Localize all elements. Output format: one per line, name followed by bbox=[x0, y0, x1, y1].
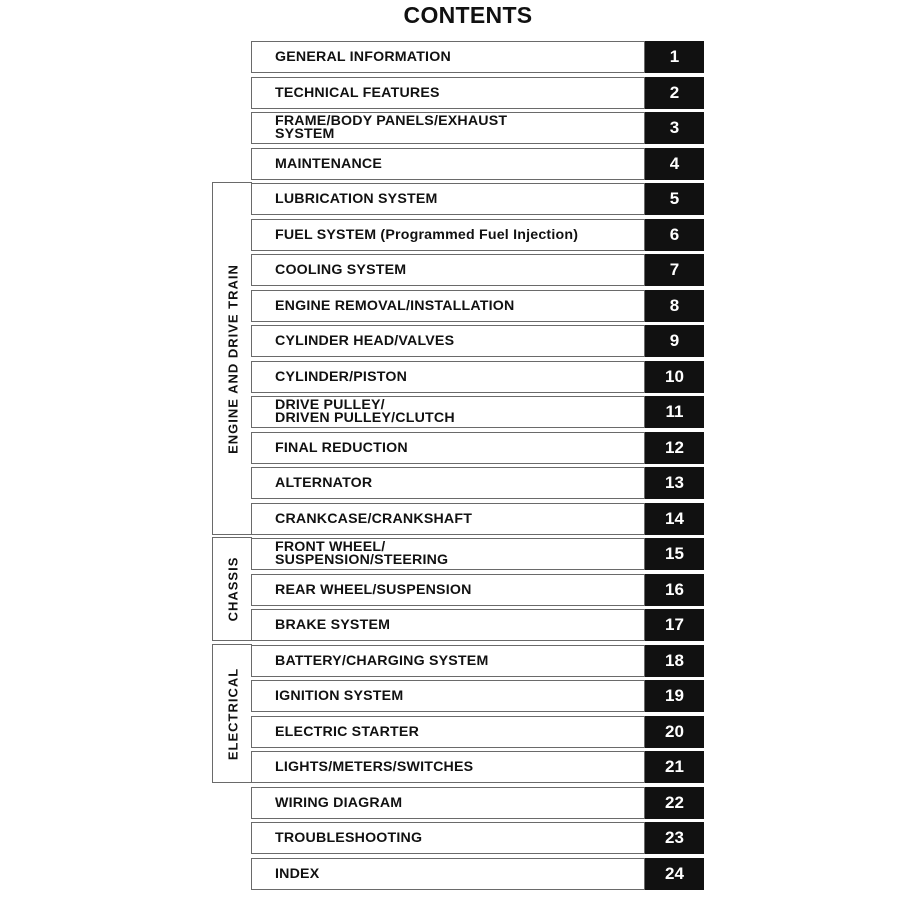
toc-row[interactable] bbox=[251, 716, 704, 748]
section-label-box[interactable] bbox=[251, 254, 645, 286]
toc-row[interactable] bbox=[251, 858, 704, 890]
section-title: TECHNICAL FEATURES bbox=[275, 84, 440, 101]
toc-row[interactable] bbox=[251, 787, 704, 819]
section-title: LUBRICATION SYSTEM bbox=[275, 190, 438, 207]
section-title: ELECTRIC STARTER bbox=[275, 723, 420, 740]
section-title: REAR WHEEL/SUSPENSION bbox=[275, 581, 472, 598]
section-number-tab[interactable]: 13 bbox=[645, 467, 704, 499]
section-title: BRAKE SYSTEM bbox=[275, 616, 391, 633]
section-number-tab[interactable]: 3 bbox=[645, 112, 704, 144]
toc-row[interactable] bbox=[251, 325, 704, 357]
section-title: MAINTENANCE bbox=[275, 155, 383, 172]
toc-row[interactable] bbox=[251, 41, 704, 73]
section-number-tab[interactable]: 23 bbox=[645, 822, 704, 854]
toc-row[interactable] bbox=[251, 645, 704, 677]
section-label-box[interactable] bbox=[251, 787, 645, 819]
section-number-tab[interactable]: 12 bbox=[645, 432, 704, 464]
group-label-chassis: CHASSIS bbox=[225, 556, 240, 622]
toc-row[interactable] bbox=[251, 503, 704, 535]
toc-row[interactable] bbox=[251, 538, 704, 570]
section-label-box[interactable] bbox=[251, 858, 645, 890]
group-electrical bbox=[212, 644, 252, 783]
toc-row[interactable] bbox=[251, 609, 704, 641]
section-label-box[interactable] bbox=[251, 503, 645, 535]
section-title: IGNITION SYSTEM bbox=[275, 687, 404, 704]
section-number-tab[interactable]: 5 bbox=[645, 183, 704, 215]
section-title: BATTERY/CHARGING SYSTEM bbox=[275, 652, 489, 669]
toc-row[interactable] bbox=[251, 751, 704, 783]
section-label-box[interactable] bbox=[251, 183, 645, 215]
section-label-box[interactable] bbox=[251, 290, 645, 322]
toc-row[interactable] bbox=[251, 112, 704, 144]
toc-row[interactable] bbox=[251, 77, 704, 109]
section-title: INDEX bbox=[275, 865, 320, 882]
section-label-box[interactable] bbox=[251, 538, 645, 570]
section-number-tab[interactable]: 18 bbox=[645, 645, 704, 677]
section-number-tab[interactable]: 6 bbox=[645, 219, 704, 251]
section-title: WIRING DIAGRAM bbox=[275, 794, 403, 811]
section-label-box[interactable] bbox=[251, 325, 645, 357]
section-label-box[interactable] bbox=[251, 751, 645, 783]
section-number-tab[interactable]: 19 bbox=[645, 680, 704, 712]
section-label-box[interactable] bbox=[251, 41, 645, 73]
section-number-tab[interactable]: 15 bbox=[645, 538, 704, 570]
group-chassis bbox=[212, 537, 252, 641]
group-engine-and-drive-train bbox=[212, 182, 252, 535]
toc-row[interactable] bbox=[251, 467, 704, 499]
toc-row[interactable] bbox=[251, 290, 704, 322]
section-title: ALTERNATOR bbox=[275, 474, 373, 491]
section-label-box[interactable] bbox=[251, 645, 645, 677]
section-title: DRIVE PULLEY/ DRIVEN PULLEY/CLUTCH bbox=[275, 397, 455, 426]
toc-row[interactable] bbox=[251, 680, 704, 712]
section-label-box[interactable] bbox=[251, 361, 645, 393]
section-number-tab[interactable]: 22 bbox=[645, 787, 704, 819]
section-title: FRONT WHEEL/ SUSPENSION/STEERING bbox=[275, 539, 449, 568]
section-label-box[interactable] bbox=[251, 609, 645, 641]
section-label-box[interactable] bbox=[251, 112, 645, 144]
toc-row[interactable] bbox=[251, 361, 704, 393]
toc-row[interactable] bbox=[251, 822, 704, 854]
section-label-box[interactable] bbox=[251, 574, 645, 606]
section-title: TROUBLESHOOTING bbox=[275, 829, 423, 846]
section-number-tab[interactable]: 1 bbox=[645, 41, 704, 73]
section-number-tab[interactable]: 17 bbox=[645, 609, 704, 641]
section-number-tab[interactable]: 8 bbox=[645, 290, 704, 322]
section-title: CRANKCASE/CRANKSHAFT bbox=[275, 510, 473, 527]
section-label-box[interactable] bbox=[251, 716, 645, 748]
section-number-tab[interactable]: 16 bbox=[645, 574, 704, 606]
section-title: FINAL REDUCTION bbox=[275, 439, 408, 456]
section-title: ENGINE REMOVAL/INSTALLATION bbox=[275, 297, 515, 314]
section-label-box[interactable] bbox=[251, 467, 645, 499]
section-number-tab[interactable]: 10 bbox=[645, 361, 704, 393]
section-title: GENERAL INFORMATION bbox=[275, 48, 451, 65]
section-label-box[interactable] bbox=[251, 77, 645, 109]
toc-row[interactable] bbox=[251, 396, 704, 428]
section-title: CYLINDER HEAD/VALVES bbox=[275, 332, 455, 349]
section-title: LIGHTS/METERS/SWITCHES bbox=[275, 758, 474, 775]
section-label-box[interactable] bbox=[251, 432, 645, 464]
section-number-tab[interactable]: 7 bbox=[645, 254, 704, 286]
toc-row[interactable] bbox=[251, 148, 704, 180]
toc-row[interactable] bbox=[251, 574, 704, 606]
section-label-box[interactable] bbox=[251, 680, 645, 712]
section-number-tab[interactable]: 21 bbox=[645, 751, 704, 783]
section-number-tab[interactable]: 2 bbox=[645, 77, 704, 109]
section-number-tab[interactable]: 9 bbox=[645, 325, 704, 357]
toc-row[interactable] bbox=[251, 183, 704, 215]
section-number-tab[interactable]: 11 bbox=[645, 396, 704, 428]
section-number-tab[interactable]: 20 bbox=[645, 716, 704, 748]
section-label-box[interactable] bbox=[251, 396, 645, 428]
section-number-tab[interactable]: 14 bbox=[645, 503, 704, 535]
section-title: CYLINDER/PISTON bbox=[275, 368, 408, 385]
section-label-box[interactable] bbox=[251, 219, 645, 251]
toc-row[interactable] bbox=[251, 254, 704, 286]
group-label-electrical: ELECTRICAL bbox=[225, 667, 240, 760]
group-label-engine: ENGINE AND DRIVE TRAIN bbox=[225, 263, 240, 454]
section-label-box[interactable] bbox=[251, 148, 645, 180]
section-title: COOLING SYSTEM bbox=[275, 261, 407, 278]
toc-row[interactable] bbox=[251, 219, 704, 251]
section-number-tab[interactable]: 24 bbox=[645, 858, 704, 890]
section-label-box[interactable] bbox=[251, 822, 645, 854]
toc-row[interactable] bbox=[251, 432, 704, 464]
section-title: FRAME/BODY PANELS/EXHAUST SYSTEM bbox=[275, 113, 508, 142]
section-number-tab[interactable]: 4 bbox=[645, 148, 704, 180]
page-title: CONTENTS bbox=[403, 2, 533, 28]
section-title: FUEL SYSTEM (Programmed Fuel Injection) bbox=[275, 226, 579, 243]
